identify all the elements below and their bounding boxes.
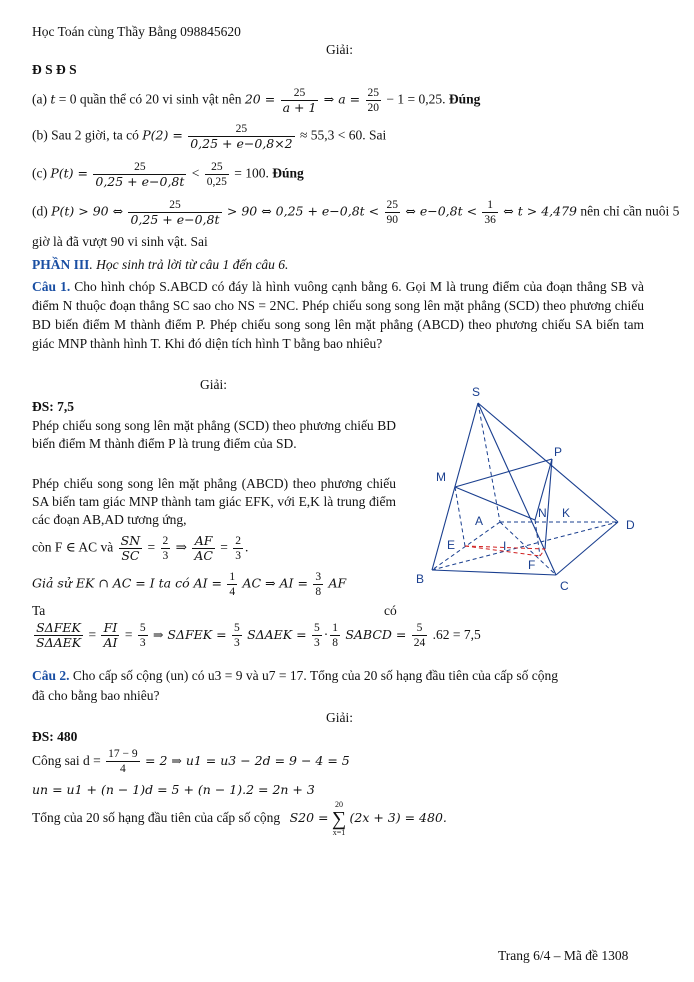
q1-sol6: SΔFEK SΔAEK = $\frac{FI}{AI}$ = $\frac{5}{3}$ ⇒ SΔFEK = $\frac{5}{3}$ SΔAEK = $\frac{5}{3}$ · $\frac{1}{8}$ SABCD = $\frac{5}{24}$ .62 = 7,5 xyxy=(36,620,481,651)
header-title: Học Toán cùng Thầy Bằng 098845620 xyxy=(32,24,241,39)
q1-statement xyxy=(32,277,644,353)
edge-CD xyxy=(556,522,618,575)
q1-sol4: Giả sử EK ∩ AC = I ta có AI = $\frac{1}{4}$ AC ⇒ AI = $\frac{3}{8}$ AF xyxy=(32,571,347,598)
label-I: I xyxy=(503,539,507,553)
edge-ME xyxy=(455,487,465,546)
item-b: (b) Sau 2 giời, ta có P(2) = $\frac{25}{0,25 + e-0,8\times 2}$ ≈ 55,3 < 60. Sai xyxy=(32,123,387,151)
q2-sol3: Tổng của 20 số hạng đầu tiên của cấp số cộng S20 = 20 ∑ x=1 (2x + 3) = 480. xyxy=(32,800,447,837)
solution-label: Giải: xyxy=(326,42,353,57)
q1-sol1: Phép chiếu song song lên mặt phẳng (SCD) theo phương chiếu BD biến điểm M thành điểm P là trung điểm của SD. xyxy=(32,418,396,451)
item-d-line2: giờ là đã vượt 90 vi sinh vật. Sai xyxy=(32,234,208,249)
item-a-label: (a) xyxy=(32,91,47,107)
item-d: (d) P(t) > 90 ⇔ $\frac{25}{0,25 + e-0,8t}$ > 90 ⇔ 0,25 + e−0,8t < $\frac{25}{90}$ ⇔ e−0,8t < $\frac{1}{36}$ ⇔ t > 4,479 nên chỉ cần nuôi 5 xyxy=(32,199,680,227)
item-c: (c) P(t) = $\frac{25}{0,25 + e-0,8t}$ < $\frac{25}{0,25}$ = 100. Đúng xyxy=(32,161,304,189)
label-C: C xyxy=(560,579,569,593)
answer-key: Đ S Đ S xyxy=(32,62,77,77)
part3-subtitle: . Học sinh trả lời từ câu 1 đến câu 6. xyxy=(89,257,289,272)
item-d-verdict: Sai xyxy=(190,234,208,249)
q1-sol5-co: có xyxy=(384,603,397,618)
label-N: N xyxy=(538,506,547,520)
label-K: K xyxy=(562,506,571,520)
q1-sol2: Phép chiếu song song lên mặt phẳng (ABCD) theo phương chiếu SA biến tam giác MNP thành tam giác EFK, với E,K là trung điểm các đoạn AB,AD tương ứng, xyxy=(32,476,396,527)
label-P: P xyxy=(554,445,563,459)
item-a: (a) t = 0 quần thể có 20 vi sinh vật nên 20 = $\frac{25}{a + 1}$ ⇒ a = $\frac{25}{20}$ − 1 = 0,25. Đúng xyxy=(32,87,481,115)
item-a-verdict: Đúng xyxy=(448,91,481,107)
q1-label: Câu 1. xyxy=(32,279,71,294)
label-D: D xyxy=(626,518,635,532)
pyramid-figure xyxy=(410,380,660,595)
label-E: E xyxy=(447,538,456,552)
item-a-lead: quần thể có 20 vi sinh vật nên xyxy=(79,91,242,107)
item-a-eq: 20 = xyxy=(244,91,276,107)
q1-sol5-ta: Ta xyxy=(32,603,46,618)
q2-text: Cho cấp số cộng (un) có u3 = 9 và u7 = 17. Tổng của 20 số hạng đầu tiên của cấp số cộng xyxy=(72,668,559,683)
part3-heading xyxy=(32,257,288,273)
q2-solution-label: Giải: xyxy=(326,710,353,725)
q2-label: Câu 2. xyxy=(32,668,70,683)
q2-statement-line1 xyxy=(32,666,558,685)
q1-sol3: còn F ∈ AC và $\frac{SN}{SC}$ = $\frac{2}{3}$ ⇒ $\frac{AF}{AC}$ = $\frac{2}{3}$ . xyxy=(32,533,249,563)
q1-text: Cho hình chóp S.ABCD có đáy là hình vuông cạnh bằng 6. Gọi M là trung điểm của đoạn thẳng SB và điểm N thuộc đoạn thẳng SC sao cho NS = 2NC. Phép chiếu song song lên mặt phẳng (SCD) theo phương chiếu BD biến điểm M thành điểm P. Phép chiếu song song lên mặt phẳng (ABCD) theo phương chiếu SA biến tam giác MNP thành hình T. Khi đó diện tích hình T bằng bao nhiêu? xyxy=(32,279,644,351)
page-footer: Trang 6/4 – Mã đề 1308 xyxy=(498,948,629,963)
q2-sol1: Công sai d = $\frac{17 - 9}{4}$ = 2 ⇒ u1 = u3 − 2d = 9 − 4 = 5 xyxy=(32,748,350,776)
q2-statement-line2: đã cho bằng bao nhiêu? xyxy=(32,688,160,703)
q1-answer: ĐS: 7,5 xyxy=(32,399,75,414)
label-F: F xyxy=(528,558,536,572)
label-A: A xyxy=(475,514,484,528)
part3-title: PHẦN III xyxy=(32,257,90,272)
sigma-symbol: 20 ∑ x=1 xyxy=(331,800,347,837)
q1-solution-label: Giải: xyxy=(200,377,227,392)
q2-sol2: un = u1 + (n − 1)d = 5 + (n − 1).2 = 2n + 3 xyxy=(32,782,315,797)
label-S: S xyxy=(472,385,481,399)
item-c-verdict: Đúng xyxy=(272,165,304,181)
label-B: B xyxy=(416,572,425,586)
q2-answer: ĐS: 480 xyxy=(32,729,78,744)
edge-MP xyxy=(455,459,552,487)
edge-FK xyxy=(540,549,545,556)
edge-BC xyxy=(432,570,556,575)
item-b-verdict: Sai xyxy=(369,127,387,143)
label-M: M xyxy=(436,470,446,484)
